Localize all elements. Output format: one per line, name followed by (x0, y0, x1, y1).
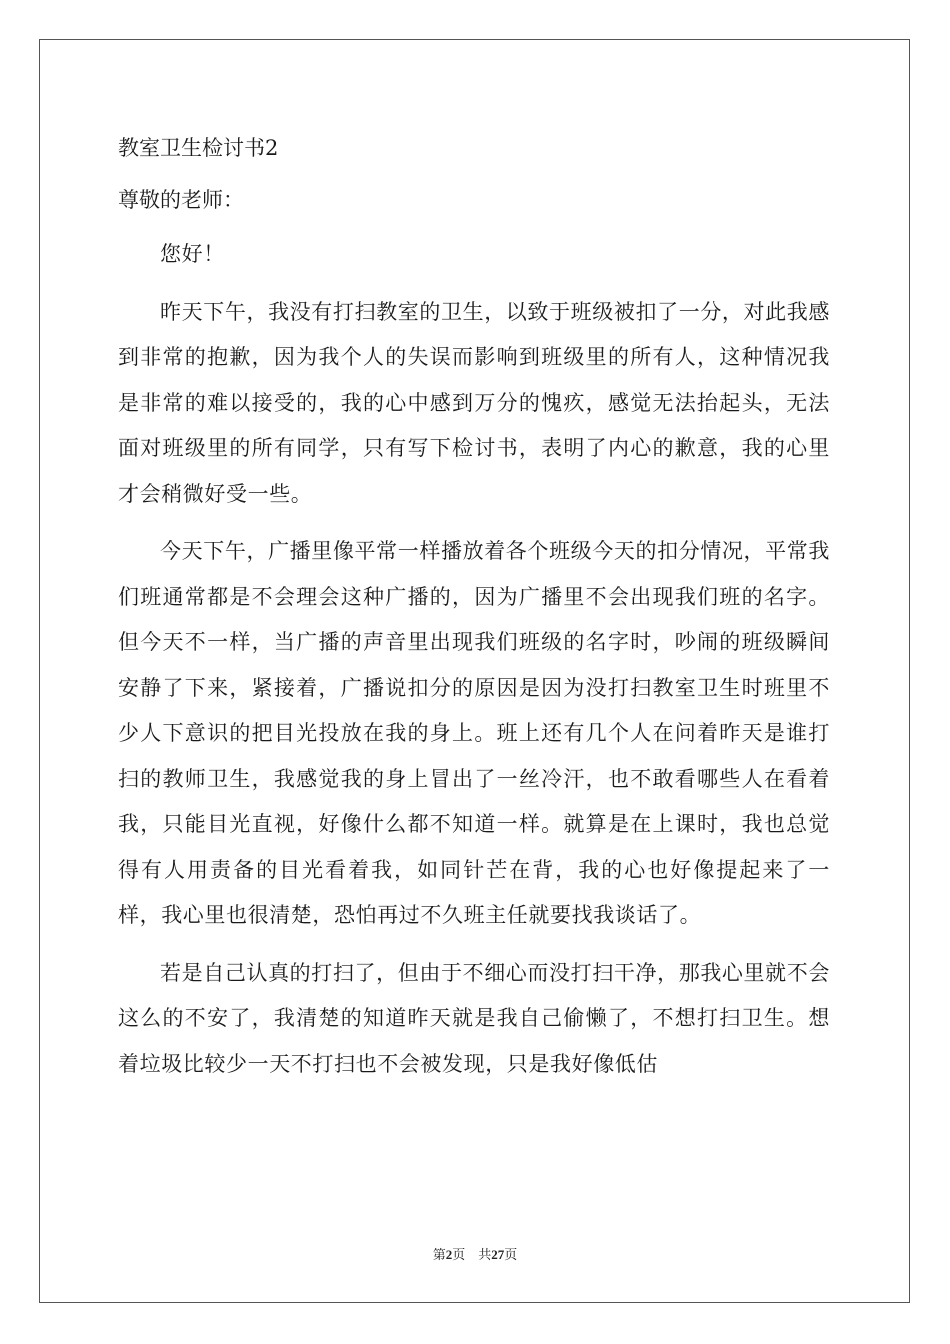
paragraph-2: 今天下午，广播里像平常一样播放着各个班级今天的扣分情况，平常我们班通常都是不会理会这种广播的，因为广播里不会出现我们班的名字。但今天不一样，当广播的声音里出现我们班级的名字时，吵闹的班级瞬间安静了下来，紧接着，广播说扣分的原因是因为没打扫教室卫生时班里不少人下意识的把目光投放在我的身上。班上还有几个人在问着昨天是谁打扫的教师卫生，我感觉我的身上冒出了一丝冷汗，也不敢看哪些人在看着我，只能目光直视，好像什么都不知道一样。就算是在上课时，我也总觉得有人用责备的目光看着我，如同针芒在背，我的心也好像提起来了一样，我心里也很清楚，恐怕再过不久班主任就要找我谈话了。 (118, 539, 830, 927)
footer-prefix: 第 (432, 1247, 446, 1262)
footer-total-pages: 27 (491, 1247, 505, 1262)
salutation: 尊敬的老师： (118, 188, 244, 212)
greeting: 您好！ (160, 242, 225, 266)
page-footer (0, 1244, 950, 1263)
document-title: 教室卫生检讨书2 (118, 136, 279, 160)
paragraph-1: 昨天下午，我没有打扫教室的卫生，以致于班级被扣了一分，对此我感到非常的抱歉，因为我个人的失误而影响到班级里的所有人，这种情况我是非常的难以接受的，我的心中感到万分的愧疚，感觉无法抬起头，无法面对班级里的所有同学，只有写下检讨书，表明了内心的歉意，我的心里才会稍微好受一些。 (118, 299, 830, 506)
footer-page-number: 2 (445, 1247, 453, 1262)
document-body (118, 128, 830, 1099)
footer-suffix: 页 (504, 1247, 518, 1262)
paragraph-3: 若是自己认真的打扫了，但由于不细心而没打扫干净，那我心里就不会这么的不安了，我清楚的知道昨天就是我自己偷懒了，不想打扫卫生。想着垃圾比较少一天不打扫也不会被发现，只是我好像低估 (118, 960, 830, 1076)
footer-mid: 页 共 (452, 1247, 492, 1262)
